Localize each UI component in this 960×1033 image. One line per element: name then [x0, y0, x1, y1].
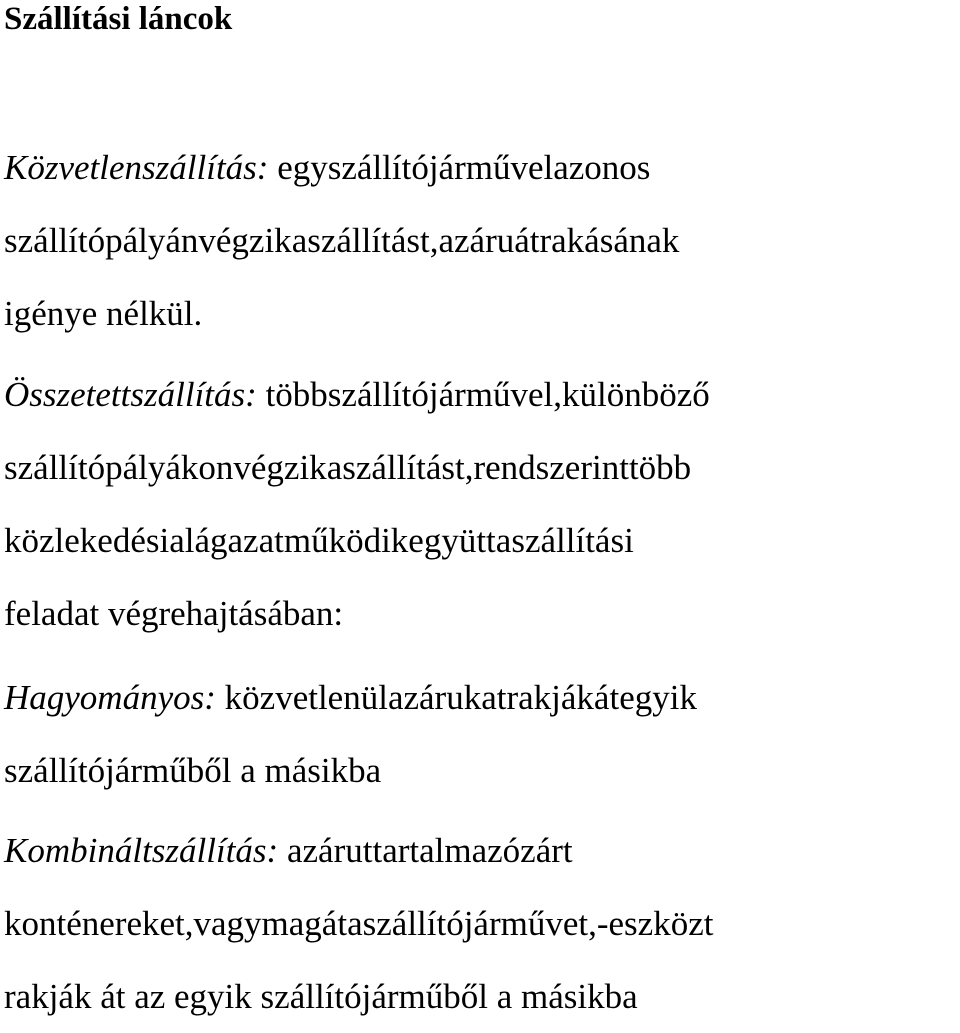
word: magát — [261, 904, 348, 943]
paragraph-line — [4, 431, 956, 504]
word: végzik — [233, 448, 327, 487]
paragraph-line — [4, 358, 956, 431]
paragraph-line — [4, 204, 956, 277]
word: szállítást, — [342, 448, 474, 487]
word: a — [347, 904, 363, 943]
paragraph-combined-transport — [4, 814, 956, 1033]
paragraph-line — [4, 504, 956, 577]
word: tartalmazó — [372, 831, 521, 870]
paragraph-line — [4, 814, 956, 887]
word: áru — [469, 221, 515, 260]
document-page — [4, 0, 956, 1021]
paragraph-composite-transport — [4, 358, 956, 650]
word: -eszközt — [596, 904, 714, 943]
paragraph-line: rakják át az egyik szállítójárműből a másikba — [4, 977, 638, 1016]
word: zárt — [520, 831, 573, 870]
word: egy — [277, 148, 328, 187]
word: működik — [283, 521, 409, 560]
word: szállítójárművel, — [327, 375, 563, 414]
word: Hagyományos: — [4, 678, 216, 717]
word: árut — [318, 831, 373, 870]
word: az — [387, 678, 420, 717]
document-title: Szállítási láncok — [4, 1, 233, 37]
word: azonos — [553, 148, 651, 187]
word: át — [593, 678, 620, 717]
word: rakják — [506, 678, 594, 717]
word: szállítás: — [142, 148, 269, 187]
word: különböző — [562, 375, 710, 414]
word: a — [495, 521, 512, 560]
word: szállítás: — [130, 375, 257, 414]
word: Kombinált — [4, 831, 152, 870]
word: szállítást, — [307, 221, 439, 260]
word: átrakásának — [514, 221, 680, 260]
word: végzik — [198, 221, 292, 260]
word: szállítójárművet, — [362, 904, 597, 943]
paragraph-line — [4, 887, 956, 960]
word: több — [265, 375, 328, 414]
word: rendszerint — [473, 448, 629, 487]
word: Összetett — [4, 375, 131, 414]
word: egyik — [619, 678, 697, 717]
paragraph-line — [4, 661, 956, 734]
word: árukat — [419, 678, 507, 717]
word: az — [438, 221, 470, 260]
word: konténereket, — [4, 904, 194, 943]
word: közvetlenül — [224, 678, 388, 717]
word: szállítópályákon — [4, 448, 234, 487]
paragraph-direct-transport — [4, 131, 956, 350]
paragraph-line: igénye nélkül. — [4, 294, 203, 333]
word: szállítás: — [151, 831, 279, 870]
paragraph-line: szállítójárműből a másikba — [4, 751, 382, 790]
word: vagy — [193, 904, 262, 943]
word: együtt — [408, 521, 496, 560]
word: közlekedési — [4, 521, 170, 560]
paragraph-traditional — [4, 661, 956, 807]
word: alágazat — [169, 521, 284, 560]
word: a — [326, 448, 343, 487]
word: szállítópályán — [4, 221, 199, 260]
word: szállítójárművel — [327, 148, 554, 187]
word: az — [286, 831, 319, 870]
paragraph-line — [4, 131, 956, 204]
word: több — [628, 448, 692, 487]
word: szállítási — [511, 521, 634, 560]
word: a — [291, 221, 308, 260]
paragraph-line: feladat végrehajtásában: — [4, 594, 344, 633]
word: Közvetlen — [4, 148, 143, 187]
